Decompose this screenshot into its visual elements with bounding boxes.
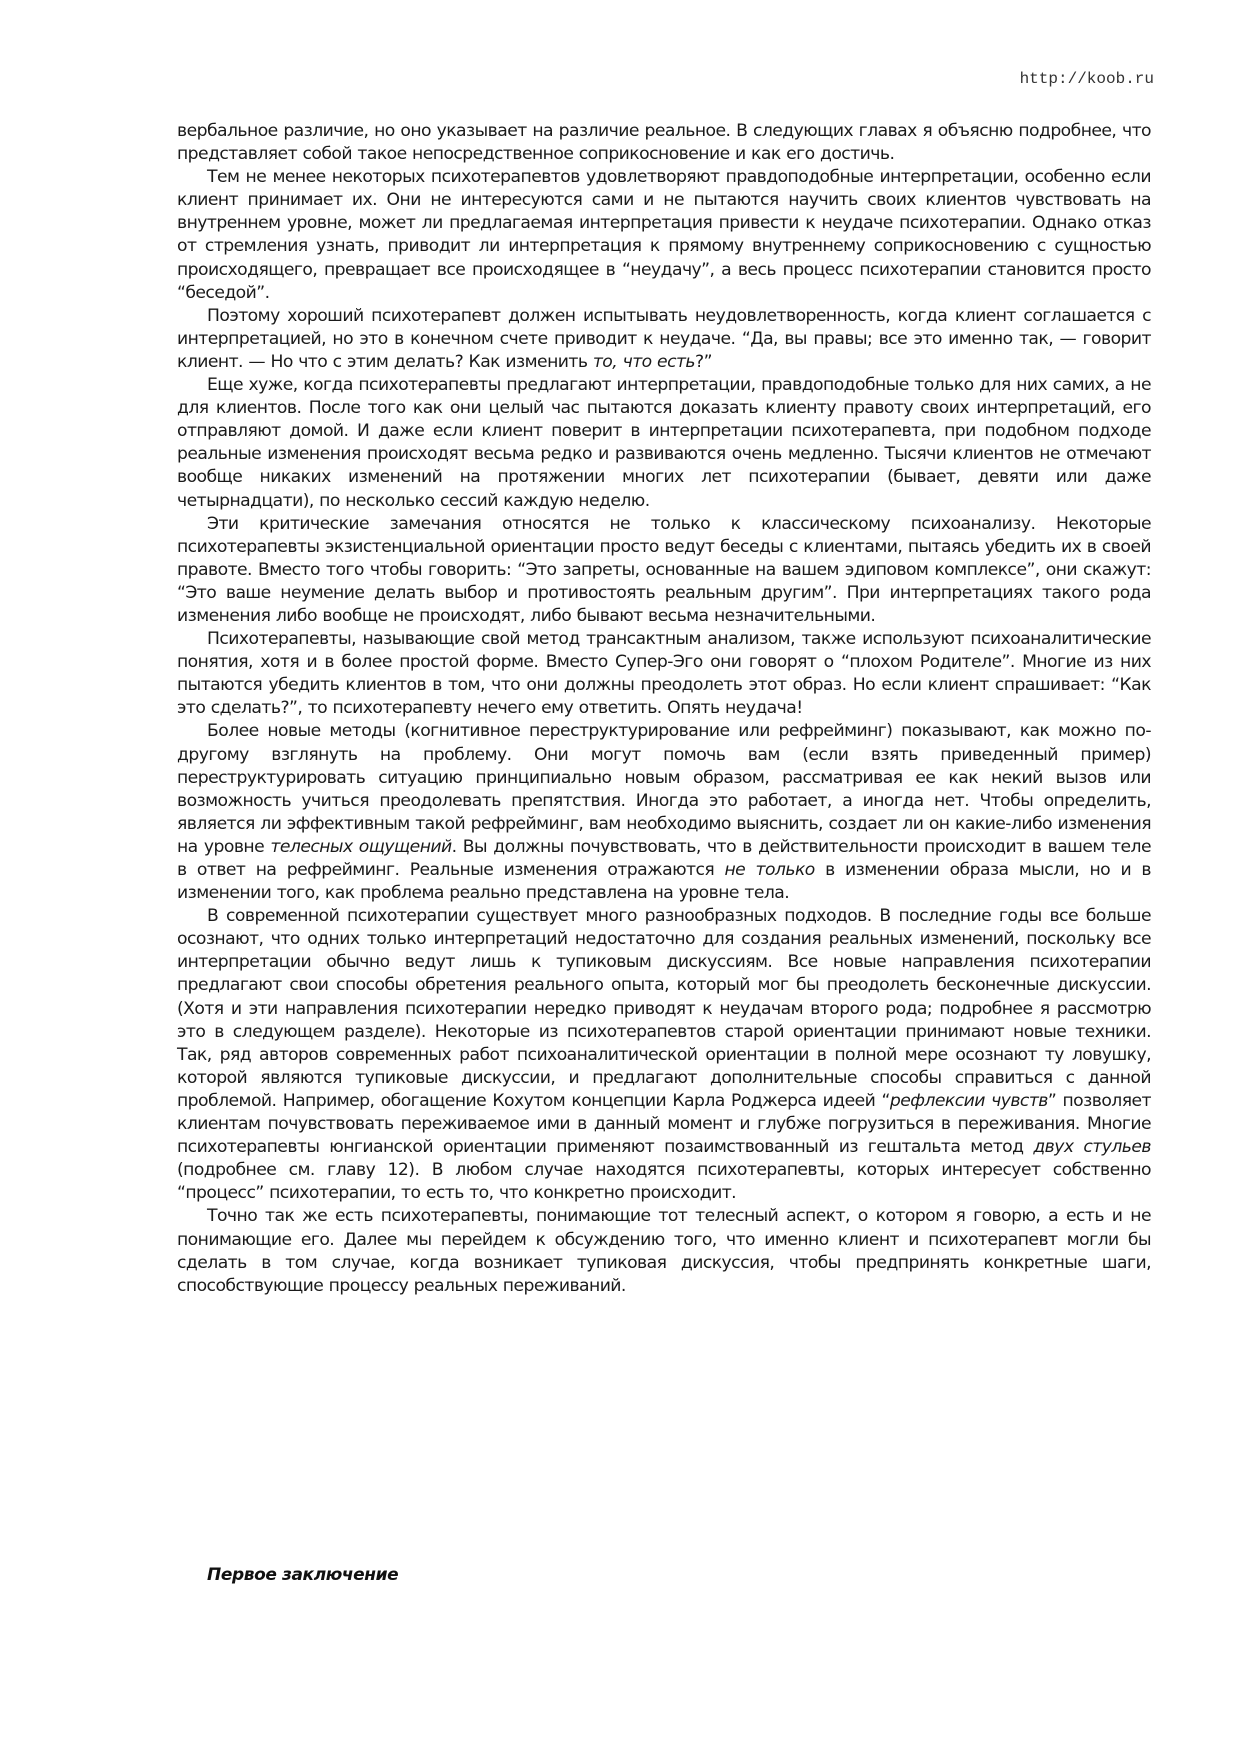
emphasis: не только xyxy=(724,860,815,880)
paragraph-2: Тем не менее некоторых психотерапевтов удовлетворяют правдоподобные интерпретации, особенно если клиент принимает их. Они не интересуются сами и не пытаются научить своих клиентов чувствовать на внутреннем уровне, может ли предлагаемая интерпретация привести к неудаче психотерапии. Однако отказ от стремления узнать, приводит ли интерпретация к прямому внутреннему соприкосновению с сущностью происходящего, превращает все происходящее в “неудачу”, а весь процесс психотерапии становится просто “беседой”. xyxy=(177,167,1151,303)
section-heading: Первое заключение xyxy=(207,1565,399,1585)
paragraph-5: Эти критические замечания относятся не только к классическому психоанализу. Некоторые психотерапевты экзистенциальной ориентации просто ведут беседы с клиентами, пытаясь убедить их в своей правоте. Вместо того чтобы говорить: “Это запреты, основанные на вашем эдиповом комплексе”, они скажут: “Это ваше неумение делать выбор и противостоять реальным другим”. При интерпретациях такого рода изменения либо вообще не происходят, либо бывают весьма незначительными. xyxy=(177,513,1151,626)
paragraph-1: вербальное различие, но оно указывает на различие реальное. В следующих главах я объясню подробнее, что представляет собой такое непосредственное соприкосновение и как его достичь. xyxy=(177,121,1151,165)
emphasis: рефлексии чувств xyxy=(889,1090,1048,1111)
paragraph-4: Еще хуже, когда психотерапевты предлагают интерпретации, правдоподобные только для них самих, а не для клиентов. После того как они целый час пытаются доказать клиенту правоту своих интерпретаций, его отправляют домой. И даже если клиент поверит в интерпретации психотерапевта, при подобном подходе реальные изменения происходят весьма редко и развиваются очень медленно. Тысячи клиентов не отмечают вообще никаких изменений на протяжении многих лет психотерапии (бывает, девяти или даже четырнадцати), по несколько сессий каждую неделю. xyxy=(177,375,1151,511)
paragraph-3: Поэтому хороший психотерапевт должен испытывать неудовлетворенность, когда клиент соглашается с интерпретацией, но это в конечном счете приводит к неудаче. “Да, вы правы; все это именно так, — говорит клиент. — Но что с этим делать? Как изменить то, что есть?” xyxy=(177,305,1151,372)
paragraph-8: В современной психотерапии существует много разнообразных подходов. В последние годы все больше осознают, что одних только интерпретаций недостаточно для создания реальных изменений, поскольку все интерпретации обычно ведут лишь к тупиковым дискуссиям. Все новые направления психотерапии предлагают свои способы обретения реального опыта, который мог бы преодолеть бесконечные дискуссии. (Хотя и эти направления психотерапии нередко приводят к неудачам второго рода; подробнее я рассмотрю это в следующем разделе). Некоторые из психотерапевтов старой ориентации принимают новые техники. Так, ряд авторов современных работ психоаналитической ориентации в полной мере осознают ту ловушку, которой являются тупиковые дискуссии, и предлагают дополнительные способы справиться с данной проблемой. Например, обогащение Кохутом концепции Карла Роджерса идеей “рефлексии чувств” позволяет клиентам почувствовать переживаемое ими в данный момент и глубже погрузиться в переживания. Многие психотерапевты юнгианской ориентации применяют позаимствованный из гештальта метод двух стульев (подробнее см. главу 12). В любом случае находятся психотерапевты, которых интересует собственно “процесс” психотерапии, то есть то, что конкретно происходит. xyxy=(177,906,1151,1204)
emphasis: телесных ощущений xyxy=(270,836,452,857)
paragraph-7: Более новые методы (когнитивное переструктурирование или рефрейминг) показывают, как можно по-другому взглянуть на проблему. Они могут помочь вам (если взять приведенный пример) переструктурировать ситуацию принципиально новым образом, рассматривая ее как некий вызов или возможность учиться преодолевать препятствия. Иногда это работает, а иногда нет. Чтобы определить, является ли эффективным такой рефрейминг, вам необходимо выяснить, создает ли он какие-либо изменения на уровне телесных ощущений. Вы должны почувствовать, что в действительности происходит в вашем теле в ответ на рефрейминг. Реальные изменения отражаются не только в изменении образа мысли, но и в изменении того, как проблема реально представлена на уровне тела. xyxy=(177,721,1151,904)
source-url-header: http://koob.ru xyxy=(1019,70,1154,88)
paragraph-6: Психотерапевты, называющие свой метод трансактным анализом, также используют психоаналитические понятия, хотя и в более простой форме. Вместо Супер-Эго они говорят о “плохом Родителе”. Многие из них пытаются убедить клиентов в том, что они должны преодолеть этот образ. Но если клиент спрашивает: “Как это сделать?”, то психотерапевту нечего ему ответить. Опять неудача! xyxy=(177,629,1151,719)
emphasis: двух стульев xyxy=(1033,1137,1151,1158)
document-body xyxy=(177,120,1151,1298)
emphasis: то, что есть xyxy=(592,351,696,372)
paragraph-9: Точно так же есть психотерапевты, понимающие тот телесный аспект, о котором я говорю, а есть и не понимающие его. Далее мы перейдем к обсуждению того, что именно клиент и психотерапевт могли бы сделать в том случае, когда возникает тупиковая дискуссия, чтобы предпринять конкретные шаги, способствующие процессу реальных переживаний. xyxy=(177,1206,1151,1296)
